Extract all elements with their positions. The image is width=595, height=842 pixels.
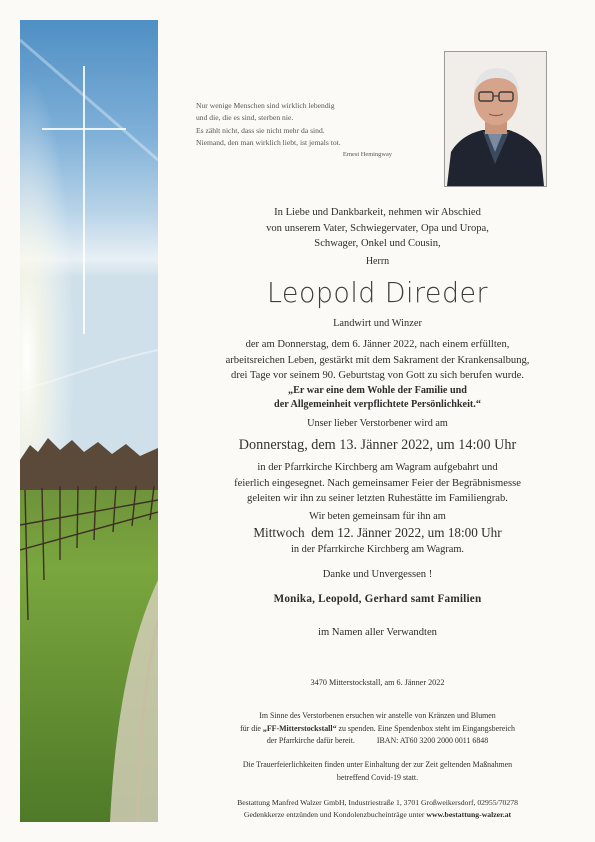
place-date: 3470 Mitterstockstall, am 6. Jänner 2022 [310,678,445,687]
thanks-text: Danke und Unvergessen ! [322,569,433,580]
covid-line: betreffend Covid-19 statt. [336,772,419,782]
family-names: Monika, Leopold, Gerhard samt Familien [273,593,482,605]
donation-line [160,723,595,736]
vineyard-photo [20,20,158,822]
intro-text [160,205,595,252]
donation-recipient: „FF-Mitterstockstall“ [262,723,337,733]
hemingway-quote [196,100,426,161]
viewing-details-line: geleiten wir ihn zu seiner letzten Ruhestätte im Familiengrab. [247,493,508,504]
cross-vertical [83,66,85,334]
intro-line: In Liebe und Dankbarkeit, nehmen wir Abschied [274,207,481,218]
viewing-details-line: feierlich eingesegnet. Nach gemeinsamer Feier der Begräbnismesse [234,477,521,489]
occupation: Landwirt und Winzer [333,318,422,329]
salutation: Herrn [365,256,390,267]
donation-line: Im Sinne des Verstorbenen ersuchen wir anstelle von Kränzen und Blumen [259,711,496,720]
viewing-details-line: in der Pfarrkirche Kirchberg am Wagram aufgebahrt und [257,462,498,473]
prayer-date: Mittwoch dem 12. Jänner 2022, um 18:00 Uhr [253,525,502,540]
covid-line: Die Trauerfeierlichkeiten finden unter Einhaltung der zur Zeit geltenden Maßnahmen [242,760,513,769]
tribute-quote-line: „Er war eine dem Wohle der Familie und [288,385,467,396]
quote-author: Ernest Hemingway [342,151,392,159]
donation-line [160,735,595,748]
deceased-name: Leopold Direder [266,276,489,309]
quote-line: Es zählt nicht, dass sie nicht mehr da sind. [196,125,325,135]
tribute-quote-line: der Allgemeinheit verpflichtete Persönlichkeit.“ [274,399,481,410]
covid-notice [160,759,595,784]
relatives-text: im Namen aller Verwandten [318,627,437,638]
cross-horizontal [42,128,126,130]
quote-line: Niemand, den man wirklich liebt, ist jemals tot. [196,137,341,147]
tribute-quote [160,384,595,412]
quote-line: und die, die es sind, sterben nie. [196,113,294,123]
death-notice-line: arbeitsreichen Leben, gestärkt mit dem Sakrament der Krankensalbung, [225,354,530,366]
iban: IBAN: AT60 3200 2000 0011 6848 [376,736,489,745]
death-notice [160,337,595,384]
funeral-home-text: Gedenkkerze entzünden und Kondolenzbucheinträge unter [243,810,427,820]
viewing-intro: Unser lieber Verstorbener wird am [307,418,448,429]
prayer-intro: Wir beten gemeinsam für ihn am [309,511,446,522]
funeral-home [160,797,595,822]
quote-line: Nur wenige Menschen sind wirklich lebendig [196,101,335,110]
intro-line: Schwager, Onkel und Cousin, [314,238,441,249]
donation-text: der Pfarrkirche dafür bereit. [266,736,355,745]
donation-text: für die [240,723,263,733]
donation-text: zu spenden. Eine Spendenbox steht im Eingangsbereich [336,723,515,733]
death-notice-line: drei Tage vor seinem 90. Geburtstag von Gott zu sich berufen wurde. [231,370,524,381]
death-notice-line: der am Donnerstag, dem 6. Jänner 2022, nach einem erfüllten, [245,339,510,350]
funeral-home-address: Bestattung Manfred Walzer GmbH, Industriestraße 1, 3701 Großweikersdorf, 02955/70278 [237,798,518,807]
viewing-details [160,460,595,507]
donation-request [160,710,595,748]
funeral-home-line [160,809,595,821]
portrait-photo [444,51,547,187]
prayer-place: in der Pfarrkirche Kirchberg am Wagram. [290,544,465,555]
viewing-date: Donnerstag, dem 13. Jänner 2022, um 14:00 Uhr [238,437,517,453]
intro-line: von unserem Vater, Schwiegervater, Opa und Uropa, [266,222,489,234]
funeral-home-website-link[interactable]: www.bestattung-walzer.at [426,810,512,820]
